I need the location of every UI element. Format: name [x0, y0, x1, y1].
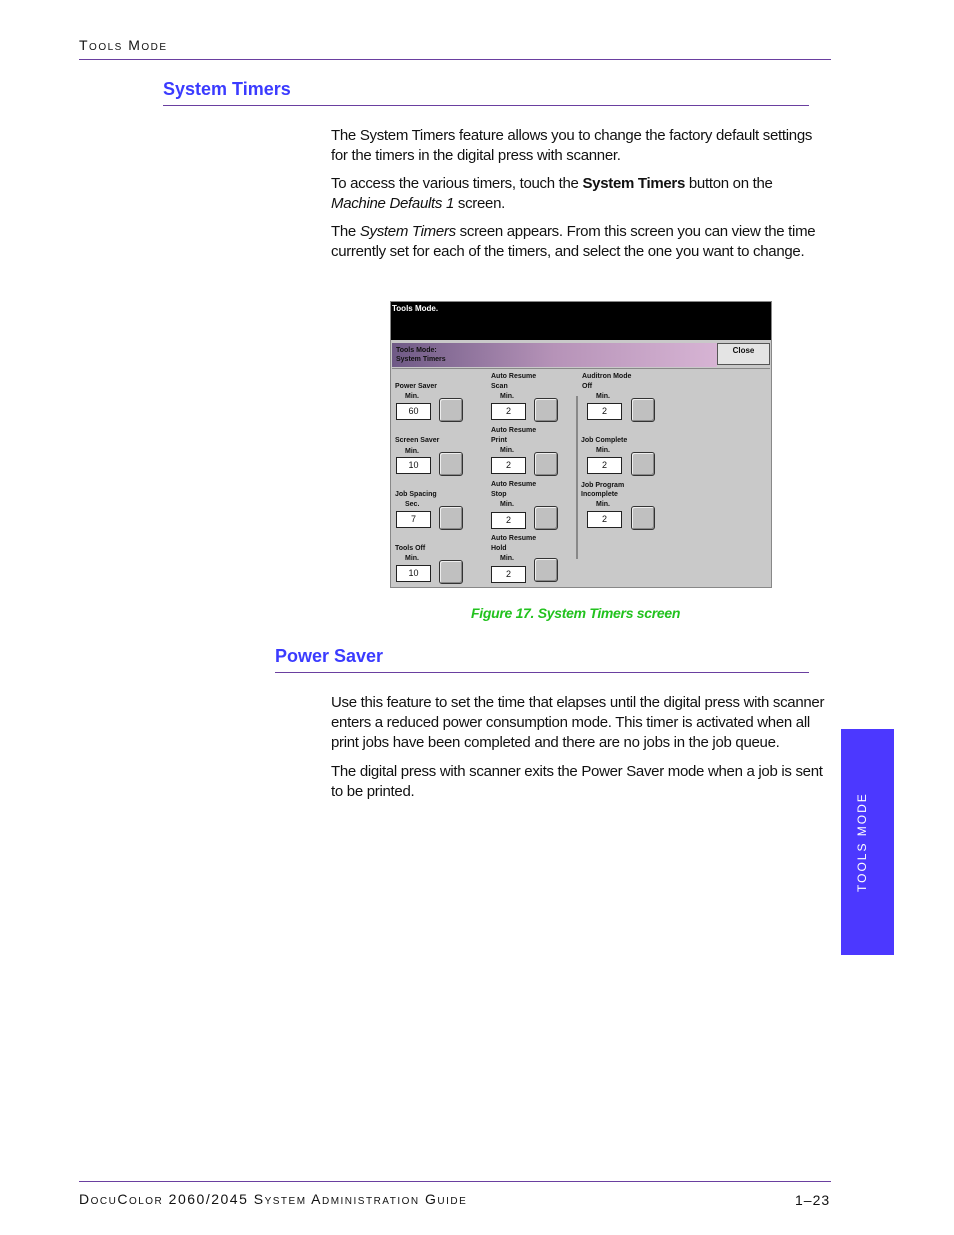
- page-number: 1–23: [795, 1192, 831, 1208]
- footer-guide-title: DocuColor 2060/2045 System Administration Guide: [79, 1191, 468, 1207]
- timer-sublabel: Off: [582, 383, 593, 390]
- timer-value-field: 10: [396, 565, 431, 582]
- running-header: Tools Mode: [79, 37, 168, 53]
- timer-value-field: 2: [491, 457, 526, 474]
- figure-caption: Figure 17. System Timers screen: [471, 605, 681, 621]
- screen-title-bar: [391, 302, 771, 340]
- timer-label: Job Complete: [581, 437, 628, 444]
- screen-mode-bar: [392, 343, 717, 367]
- timer-unit: Min.: [500, 501, 514, 508]
- timer-sublabel: Stop: [491, 491, 507, 498]
- timer-label: Auto Resume: [491, 373, 537, 380]
- timer-label: Auto Resume: [491, 481, 537, 488]
- timer-label: Power Saver: [395, 383, 438, 390]
- timer-select-button[interactable]: [534, 558, 558, 582]
- section-heading-power-saver: Power Saver: [275, 646, 384, 666]
- paragraph: To access the various timers, touch the System Timers button on the Machine Defaults 1 screen.: [331, 175, 773, 212]
- timer-unit: Min.: [405, 393, 419, 400]
- section-rule: [163, 105, 809, 106]
- timer-select-button[interactable]: [631, 452, 655, 476]
- header-rule: [79, 59, 831, 60]
- timer-unit: Sec.: [405, 501, 420, 508]
- timer-value-field: 2: [491, 512, 526, 529]
- section-heading-system-timers: System Timers: [163, 79, 291, 99]
- timer-value-field: 60: [396, 403, 431, 420]
- paragraph: The System Timers screen appears. From this screen you can view the time currently set for each of the timers, and select the one you want to change.: [331, 223, 816, 260]
- timer-unit: Min.: [500, 555, 514, 562]
- timer-select-button[interactable]: [534, 398, 558, 422]
- timer-value-field: 2: [491, 566, 526, 583]
- timer-sublabel: Print: [491, 437, 507, 444]
- timer-select-button[interactable]: [631, 506, 655, 530]
- timer-unit: Min.: [596, 447, 610, 454]
- timer-label: Job Spacing: [395, 491, 437, 498]
- timer-label: Auto Resume: [491, 427, 537, 434]
- timer-label: Tools Off: [395, 545, 426, 552]
- timer-select-button[interactable]: [439, 398, 463, 422]
- timer-label: Auto Resume: [491, 535, 537, 542]
- timer-unit: Min.: [405, 555, 419, 562]
- timer-value-field: 7: [396, 511, 431, 528]
- timer-unit: Min.: [596, 501, 610, 508]
- timer-select-button[interactable]: [439, 560, 463, 584]
- mode-label: Tools Mode:: [396, 347, 437, 354]
- timer-unit: Min.: [405, 448, 419, 455]
- timer-label: Auditron Mode: [582, 373, 632, 380]
- timer-select-button[interactable]: [534, 506, 558, 530]
- timer-select-button[interactable]: [439, 452, 463, 476]
- section-rule: [275, 672, 809, 673]
- timer-value-field: 2: [587, 457, 622, 474]
- timer-value-field: 2: [587, 403, 622, 420]
- timer-sublabel: Hold: [491, 545, 507, 552]
- column-divider: [576, 396, 578, 559]
- timer-label: Job Program: [581, 482, 625, 489]
- timer-sublabel: Incomplete: [581, 491, 618, 498]
- mode-sublabel: System Timers: [396, 356, 446, 363]
- screen-title: Tools Mode.: [392, 304, 439, 313]
- timer-value-field: 10: [396, 457, 431, 474]
- close-button[interactable]: Close: [717, 343, 770, 365]
- footer-rule: [79, 1181, 831, 1182]
- paragraph: The System Timers feature allows you to change the factory default settings for the timers in the digital press with scanner.: [331, 127, 813, 164]
- timer-unit: Min.: [500, 393, 514, 400]
- paragraph: The digital press with scanner exits the Power Saver mode when a job is sent to be printed.: [331, 763, 823, 800]
- timer-select-button[interactable]: [631, 398, 655, 422]
- timer-select-button[interactable]: [534, 452, 558, 476]
- timer-unit: Min.: [596, 393, 610, 400]
- timer-label: Screen Saver: [395, 437, 440, 444]
- timer-unit: Min.: [500, 447, 514, 454]
- timer-value-field: 2: [587, 511, 622, 528]
- chapter-tab-label: TOOLS MODE: [855, 792, 869, 892]
- timer-value-field: 2: [491, 403, 526, 420]
- system-timers-screen: [390, 301, 772, 588]
- divider: [392, 368, 770, 369]
- paragraph: Use this feature to set the time that elapses until the digital press with scanner enters a reduced power consumption mode. This timer is activated when all print jobs have been completed and there are no jobs in the job queue.: [331, 694, 825, 751]
- timer-select-button[interactable]: [439, 506, 463, 530]
- timer-sublabel: Scan: [491, 383, 508, 390]
